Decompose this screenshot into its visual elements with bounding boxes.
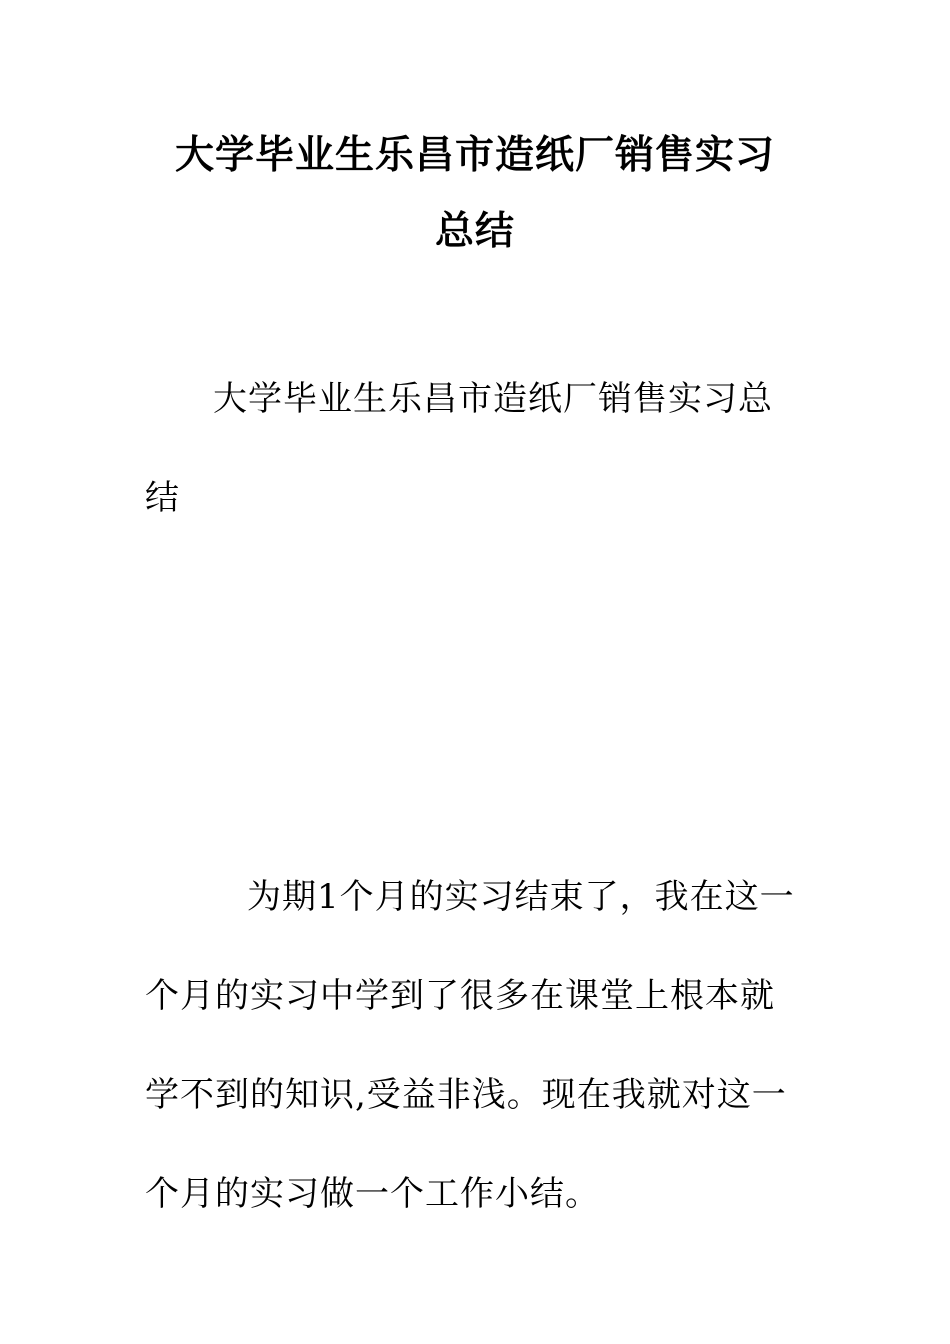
document-title bbox=[145, 118, 805, 270]
subtitle-paragraph: 大学毕业生乐昌市造纸厂销售实习总结 bbox=[145, 379, 773, 518]
body-paragraph: 为期1个月的实习结束了，我在这一个月的实习中学到了很多在课堂上根本就学不到的知识,受益非浅。现在我就对这一个月的实习做一个工作小结。 bbox=[145, 877, 795, 1214]
title-line-2: 总结 bbox=[434, 209, 515, 254]
title-line-1: 大学毕业生乐昌市造纸厂销售实习 bbox=[174, 133, 775, 178]
